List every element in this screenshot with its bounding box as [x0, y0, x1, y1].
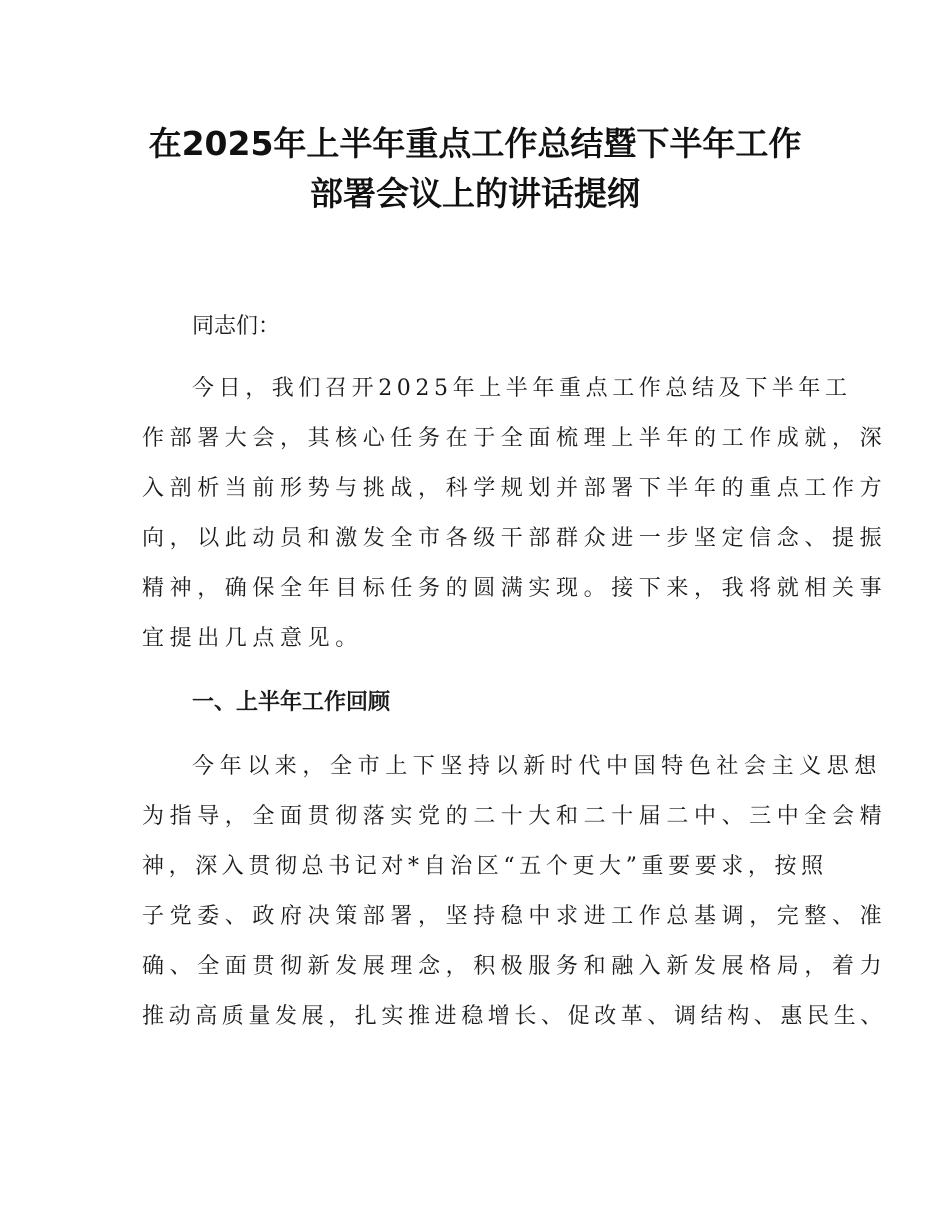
- intro-paragraph-line: 向，以此动员和激发全市各级干部群众进一步坚定信念、提振: [142, 526, 888, 551]
- intro-paragraph-line: 作部署大会，其核心任务在于全面梳理上半年的工作成就，深: [142, 426, 888, 451]
- section-paragraph-line: 神，深入贯彻总书记对*自治区“五个更大”重要要求，按照: [142, 854, 828, 879]
- intro-paragraph-line: 今日，我们召开2025年上半年重点工作总结及下半年工: [192, 376, 852, 401]
- section-paragraph-line: 为指导，全面贯彻落实党的二十大和二十届二中、三中全会精: [142, 804, 888, 829]
- section-paragraph-line: 今年以来，全市上下坚持以新时代中国特色社会主义思想: [192, 754, 883, 779]
- salutation: 同志们：: [192, 314, 281, 339]
- section-paragraph-line: 确、全面贯彻新发展理念，积极服务和融入新发展格局，着力: [142, 954, 888, 979]
- section-heading: 一、上半年工作回顾: [192, 690, 391, 715]
- document-title-line-1: 在2025年上半年重点工作总结暨下半年工作: [148, 124, 802, 163]
- intro-paragraph-line: 精神，确保全年目标任务的圆满实现。接下来，我将就相关事: [142, 576, 888, 601]
- section-paragraph-line: 推动高质量发展，扎实推进稳增长、促改革、调结构、惠民生、: [142, 1004, 887, 1029]
- intro-paragraph-line: 宜提出几点意见。: [142, 626, 363, 651]
- document-title-line-2: 部署会议上的讲话提纲: [310, 174, 640, 213]
- intro-paragraph-line: 入剖析当前形势与挑战，科学规划并部署下半年的重点工作方: [142, 476, 888, 501]
- section-paragraph-line: 子党委、政府决策部署，坚持稳中求进工作总基调，完整、准: [142, 904, 888, 929]
